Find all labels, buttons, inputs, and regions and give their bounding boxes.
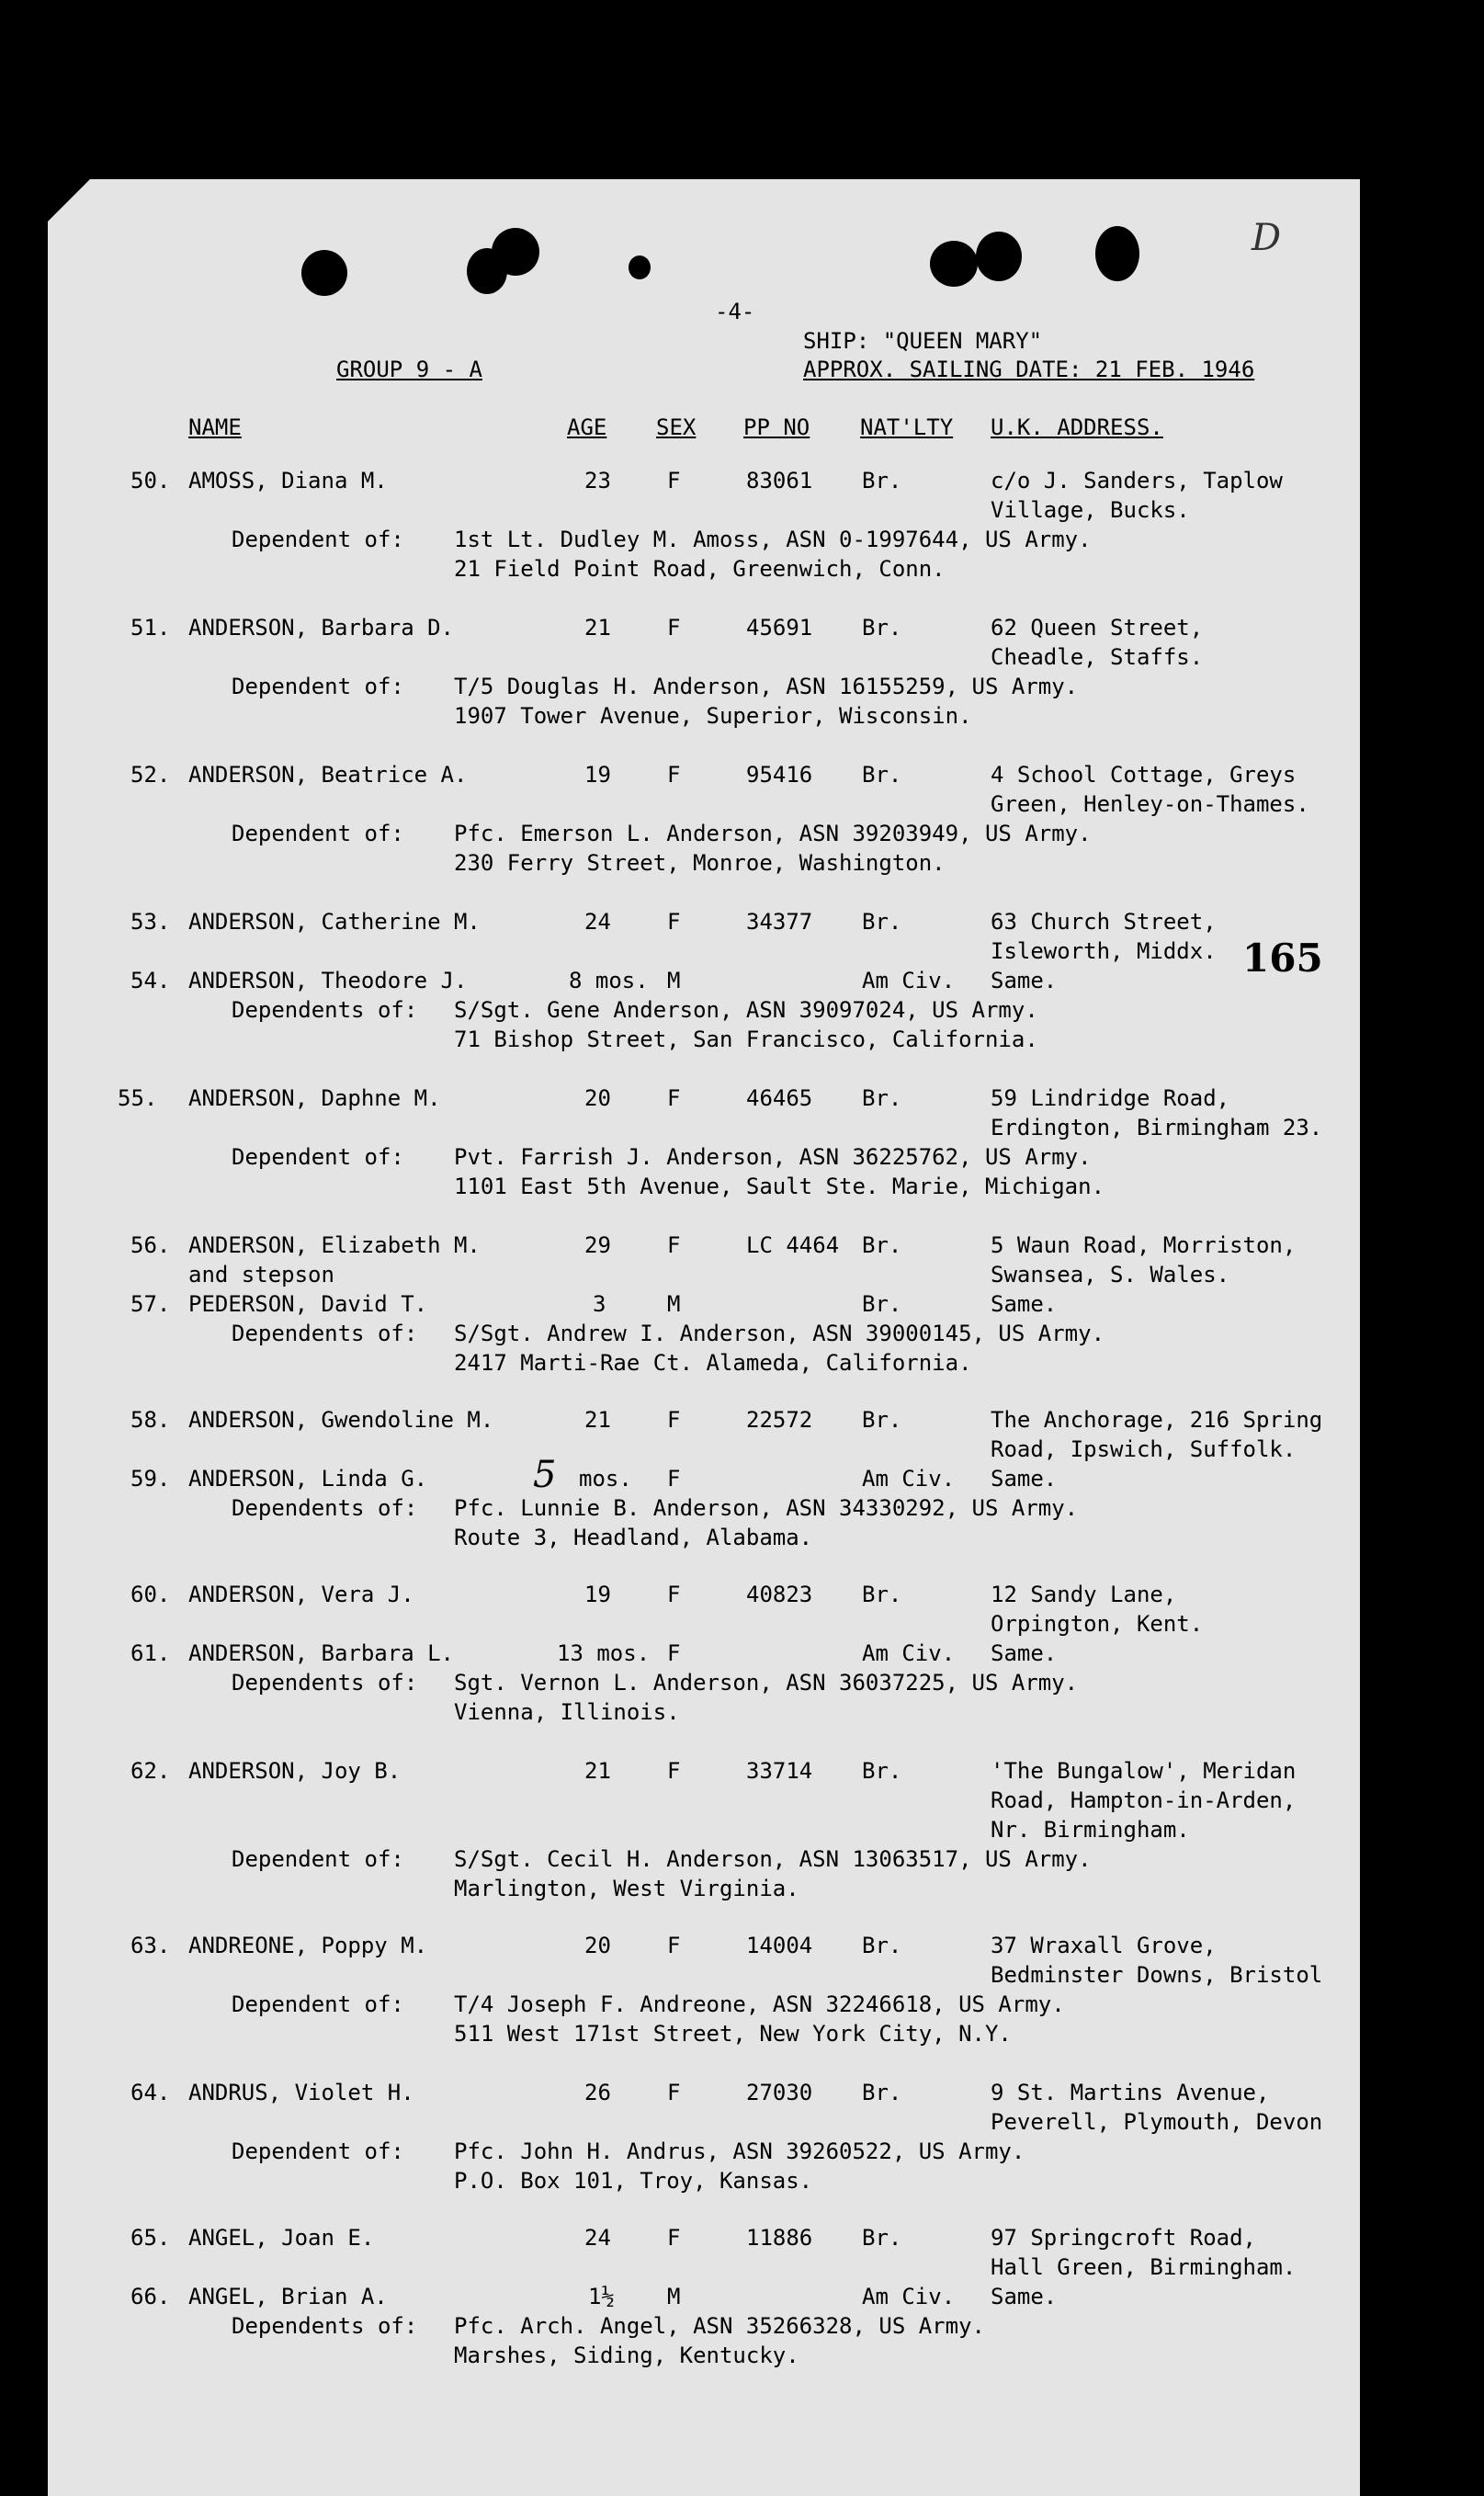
sponsor-details: 71 Bishop Street, San Francisco, California. [454, 1027, 1038, 1052]
passenger-age: 20 [584, 1085, 611, 1111]
uk-address: Swansea, S. Wales. [991, 1262, 1230, 1288]
uk-address: Green, Henley-on-Thames. [991, 791, 1309, 817]
handwritten-age: 5 [533, 1454, 557, 1496]
passport-number: 22572 [746, 1407, 813, 1433]
uk-address: 59 Lindridge Road, [991, 1085, 1230, 1111]
sponsor-details: T/5 Douglas H. Anderson, ASN 16155259, US Army. [454, 674, 1079, 699]
passenger-sex: F [667, 468, 681, 494]
sponsor-details: 2417 Marti-Rae Ct. Alameda, California. [454, 1350, 972, 1376]
sponsor-details: Pfc. Lunnie B. Anderson, ASN 34330292, US Army. [454, 1495, 1079, 1521]
dependent-label: Dependents of: [232, 1670, 418, 1696]
sponsor-details: S/Sgt. Andrew I. Anderson, ASN 39000145, US Army. [454, 1321, 1105, 1346]
nationality: Br. [862, 2080, 902, 2105]
entry-number: 64. [130, 2080, 171, 2105]
nationality: Br. [862, 1933, 902, 1958]
uk-address: Erdington, Birmingham 23. [991, 1115, 1323, 1140]
uk-address: Bedminster Downs, Bristol [991, 1962, 1323, 1988]
passenger-name: ANDRUS, Violet H. [188, 2080, 414, 2105]
passenger-age: 29 [584, 1232, 611, 1258]
column-header-age: AGE [567, 414, 607, 440]
passenger-name: ANDERSON, Elizabeth M. [188, 1232, 481, 1258]
nationality: Am Civ. [862, 2284, 956, 2309]
uk-address: 97 Springcroft Road, [991, 2225, 1256, 2251]
folded-corner [48, 179, 90, 221]
nationality: Br. [862, 1232, 902, 1258]
passenger-age: 21 [584, 615, 611, 641]
uk-address: Road, Hampton-in-Arden, [991, 1787, 1297, 1813]
passenger-age: 19 [584, 1582, 611, 1607]
nationality: Br. [862, 909, 902, 935]
passenger-sex: F [667, 2225, 681, 2251]
uk-address: 9 St. Martins Avenue, [991, 2080, 1270, 2105]
nationality: Br. [862, 1291, 902, 1317]
entry-number: 61. [130, 1640, 171, 1666]
dependent-label: Dependent of: [232, 821, 404, 846]
dependent-label: Dependents of: [232, 1495, 418, 1521]
sponsor-details: 1907 Tower Avenue, Superior, Wisconsin. [454, 703, 972, 729]
ship-line: SHIP: "QUEEN MARY" [803, 328, 1043, 354]
dependent-label: Dependent of: [232, 1144, 404, 1170]
passenger-name: ANDERSON, Linda G. [188, 1466, 428, 1492]
uk-address: 4 School Cottage, Greys [991, 762, 1297, 788]
uk-address: Same. [991, 1291, 1058, 1317]
nationality: Br. [862, 1758, 902, 1784]
punch-hole [301, 250, 347, 296]
passenger-name: PEDERSON, David T. [188, 1291, 428, 1317]
sponsor-details: P.O. Box 101, Troy, Kansas. [454, 2168, 813, 2194]
column-header-address: U.K. ADDRESS. [991, 414, 1163, 440]
entry-number: 65. [130, 2225, 171, 2251]
nationality: Am Civ. [862, 968, 956, 993]
passenger-age: 21 [584, 1758, 611, 1784]
passenger-age: 19 [584, 762, 611, 788]
passenger-age: 13 mos. [557, 1640, 651, 1666]
dependent-label: Dependent of: [232, 1991, 404, 2017]
uk-address: Same. [991, 968, 1058, 993]
entry-number: 57. [130, 1291, 171, 1317]
passenger-name: ANGEL, Brian A. [188, 2284, 388, 2309]
dependent-label: Dependents of: [232, 2313, 418, 2339]
sponsor-details: Sgt. Vernon L. Anderson, ASN 36037225, US Army. [454, 1670, 1079, 1696]
entry-number: 66. [130, 2284, 171, 2309]
sponsor-details: T/4 Joseph F. Andreone, ASN 32246618, US Army. [454, 1991, 1065, 2017]
column-header-sex: SEX [656, 414, 697, 440]
passenger-age: 24 [584, 909, 611, 935]
uk-address: Peverell, Plymouth, Devon [991, 2109, 1323, 2135]
passenger-name: ANDERSON, Barbara D. [188, 615, 454, 641]
uk-address: c/o J. Sanders, Taplow [991, 468, 1283, 494]
passenger-sex: F [667, 615, 681, 641]
entry-number: 59. [130, 1466, 171, 1492]
punch-hole [1095, 226, 1139, 281]
passport-number: 40823 [746, 1582, 813, 1607]
sponsor-details: 21 Field Point Road, Greenwich, Conn. [454, 556, 946, 582]
uk-address: Same. [991, 2284, 1058, 2309]
uk-address: 'The Bungalow', Meridan [991, 1758, 1297, 1784]
entry-number: 55. [118, 1085, 158, 1111]
uk-address: Cheadle, Staffs. [991, 644, 1204, 670]
dependent-label: Dependent of: [232, 1846, 404, 1872]
passport-number: 46465 [746, 1085, 813, 1111]
passenger-sex: F [667, 909, 681, 935]
punch-hole [976, 232, 1022, 281]
passenger-age: mos. [579, 1466, 632, 1492]
nationality: Am Civ. [862, 1640, 956, 1666]
passenger-age: 8 mos. [569, 968, 649, 993]
passport-number: 14004 [746, 1933, 813, 1958]
passenger-age: 23 [584, 468, 611, 494]
passenger-sex: F [667, 1085, 681, 1111]
sponsor-details: Pvt. Farrish J. Anderson, ASN 36225762, US Army. [454, 1144, 1092, 1170]
entry-number: 52. [130, 762, 171, 788]
name-note: and stepson [188, 1262, 334, 1288]
uk-address: Same. [991, 1466, 1058, 1492]
dependent-label: Dependent of: [232, 527, 404, 552]
passenger-name: ANGEL, Joan E. [188, 2225, 375, 2251]
sponsor-details: Vienna, Illinois. [454, 1699, 680, 1725]
column-header-pp-no: PP NO [743, 414, 810, 440]
entry-number: 56. [130, 1232, 171, 1258]
dependent-label: Dependent of: [232, 2139, 404, 2164]
passenger-sex: F [667, 1582, 681, 1607]
passenger-name: ANDREONE, Poppy M. [188, 1933, 428, 1958]
entry-number: 62. [130, 1758, 171, 1784]
passenger-sex: M [667, 968, 681, 993]
nationality: Br. [862, 2225, 902, 2251]
uk-address: 63 Church Street, [991, 909, 1217, 935]
passenger-sex: F [667, 1640, 681, 1666]
sponsor-details: Pfc. John H. Andrus, ASN 39260522, US Army. [454, 2139, 1025, 2164]
sponsor-details: Marlington, West Virginia. [454, 1876, 799, 1901]
sponsor-details: Pfc. Emerson L. Anderson, ASN 39203949, US Army. [454, 821, 1092, 846]
entry-number: 51. [130, 615, 171, 641]
passenger-name: ANDERSON, Vera J. [188, 1582, 414, 1607]
punch-hole [492, 228, 539, 276]
uk-address: 62 Queen Street, [991, 615, 1204, 641]
margin-number: 165 [1242, 936, 1323, 981]
group-label: GROUP 9 - A [336, 357, 482, 382]
passenger-age: 1½ [588, 2284, 615, 2309]
passenger-sex: M [667, 2284, 681, 2309]
passenger-sex: F [667, 762, 681, 788]
column-header-nationality: NAT'LTY [860, 414, 954, 440]
nationality: Br. [862, 468, 902, 494]
passenger-name: ANDERSON, Theodore J. [188, 968, 468, 993]
passenger-name: ANDERSON, Joy B. [188, 1758, 402, 1784]
uk-address: Nr. Birmingham. [991, 1817, 1190, 1843]
nationality: Br. [862, 615, 902, 641]
uk-address: 5 Waun Road, Morriston, [991, 1232, 1297, 1258]
punch-hole [930, 241, 978, 287]
passport-number: 95416 [746, 762, 813, 788]
passport-number: 34377 [746, 909, 813, 935]
nationality: Br. [862, 1582, 902, 1607]
dependent-label: Dependents of: [232, 1321, 418, 1346]
passenger-age: 20 [584, 1933, 611, 1958]
sponsor-details: Pfc. Arch. Angel, ASN 35266328, US Army. [454, 2313, 985, 2339]
uk-address: Same. [991, 1640, 1058, 1666]
passenger-name: ANDERSON, Beatrice A. [188, 762, 468, 788]
nationality: Br. [862, 1407, 902, 1433]
passport-number: 11886 [746, 2225, 813, 2251]
entry-number: 54. [130, 968, 171, 993]
sponsor-details: Route 3, Headland, Alabama. [454, 1525, 813, 1550]
entry-number: 53. [130, 909, 171, 935]
dependent-label: Dependent of: [232, 674, 404, 699]
passport-number: LC 4464 [746, 1232, 840, 1258]
uk-address: Village, Bucks. [991, 497, 1190, 523]
passport-number: 27030 [746, 2080, 813, 2105]
sailing-date: APPROX. SAILING DATE: 21 FEB. 1946 [803, 357, 1255, 382]
entry-number: 50. [130, 468, 171, 494]
uk-address: Orpington, Kent. [991, 1611, 1204, 1637]
passport-number: 33714 [746, 1758, 813, 1784]
nationality: Br. [862, 762, 902, 788]
entry-number: 63. [130, 1933, 171, 1958]
passenger-sex: F [667, 2080, 681, 2105]
passenger-age: 21 [584, 1407, 611, 1433]
passenger-sex: F [667, 1933, 681, 1958]
sponsor-details: 1st Lt. Dudley M. Amoss, ASN 0-1997644, US Army. [454, 527, 1092, 552]
uk-address: Isleworth, Middx. [991, 938, 1217, 964]
passenger-age: 24 [584, 2225, 611, 2251]
passenger-sex: M [667, 1291, 681, 1317]
passenger-name: ANDERSON, Daphne M. [188, 1085, 441, 1111]
nationality: Br. [862, 1085, 902, 1111]
sponsor-details: 230 Ferry Street, Monroe, Washington. [454, 850, 946, 876]
uk-address: 37 Wraxall Grove, [991, 1933, 1217, 1958]
passenger-sex: F [667, 1232, 681, 1258]
passenger-name: AMOSS, Diana M. [188, 468, 388, 494]
entry-number: 58. [130, 1407, 171, 1433]
passenger-age: 26 [584, 2080, 611, 2105]
sponsor-details: S/Sgt. Cecil H. Anderson, ASN 13063517, US Army. [454, 1846, 1092, 1872]
uk-address: The Anchorage, 216 Spring [991, 1407, 1323, 1433]
uk-address: Road, Ipswich, Suffolk. [991, 1436, 1297, 1462]
uk-address: 12 Sandy Lane, [991, 1582, 1177, 1607]
dependent-label: Dependents of: [232, 997, 418, 1023]
corner-handwritten-mark: D [1252, 217, 1282, 259]
sponsor-details: S/Sgt. Gene Anderson, ASN 39097024, US Army. [454, 997, 1038, 1023]
page-number: -4- [715, 299, 755, 324]
passport-number: 45691 [746, 615, 813, 641]
passenger-sex: F [667, 1466, 681, 1492]
passenger-age: 3 [593, 1291, 606, 1317]
passenger-name: ANDERSON, Barbara L. [188, 1640, 454, 1666]
passenger-sex: F [667, 1407, 681, 1433]
uk-address: Hall Green, Birmingham. [991, 2254, 1297, 2280]
sponsor-details: 511 West 171st Street, New York City, N.Y. [454, 2021, 1012, 2047]
sponsor-details: Marshes, Siding, Kentucky. [454, 2343, 799, 2368]
passenger-name: ANDERSON, Gwendoline M. [188, 1407, 494, 1433]
passenger-name: ANDERSON, Catherine M. [188, 909, 481, 935]
punch-hole [629, 255, 651, 279]
entry-number: 60. [130, 1582, 171, 1607]
nationality: Am Civ. [862, 1466, 956, 1492]
column-header-name: NAME [188, 414, 242, 440]
passenger-sex: F [667, 1758, 681, 1784]
passport-number: 83061 [746, 468, 813, 494]
sponsor-details: 1101 East 5th Avenue, Sault Ste. Marie, Michigan. [454, 1174, 1105, 1199]
